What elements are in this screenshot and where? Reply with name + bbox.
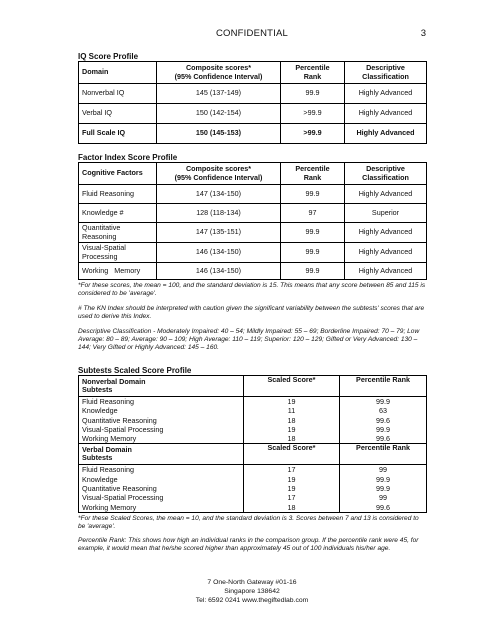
table-row — [79, 493, 427, 502]
subtest-cell: 99.9 — [340, 425, 427, 434]
subtest-cell: Quantitative Reasoning — [79, 416, 244, 425]
subtest-cell: 63 — [340, 406, 427, 415]
iq-cell: Highly Advanced — [345, 124, 427, 144]
iq-cell: 150 (142-154) — [157, 104, 281, 124]
factor-header-composite: Composite scores* (95% Confidence Interval) — [157, 163, 281, 185]
subtest-cell: Knowledge — [79, 475, 244, 484]
table-row — [79, 243, 427, 263]
subtest-cell: 11 — [244, 406, 340, 415]
factor-cell: 147 (135-151) — [157, 223, 281, 243]
subtest-cell: 99.6 — [340, 434, 427, 444]
subtests-section-title: Subtests Scaled Score Profile — [78, 366, 192, 375]
percentile-rank-note: Percentile Rank: This shows how high an individual ranks in the comparison group. If the percentile rank were 45, for example, it would mean that he/she scored higher than approximately 45 out of 100 individuals his/her age. — [78, 537, 419, 553]
factor-cell: Working Memory — [79, 263, 157, 280]
factor-cell: Visual-Spatial Processing — [79, 243, 157, 263]
page-footer — [78, 578, 426, 605]
iq-cell: >99.9 — [281, 104, 345, 124]
subtest-cell: Fluid Reasoning — [79, 397, 244, 407]
iq-header-domain: Domain — [79, 62, 157, 84]
iq-cell: 145 (137-149) — [157, 84, 281, 104]
subtest-cell: Fluid Reasoning — [79, 465, 244, 475]
table-row — [79, 484, 427, 493]
factor-header-classification: Descriptive Classification — [345, 163, 427, 185]
nonverbal-subtests-table — [78, 375, 427, 513]
subtest-cell: Visual-Spatial Processing — [79, 493, 244, 502]
iq-cell: Highly Advanced — [345, 104, 427, 124]
factor-cell: 99.9 — [281, 185, 345, 204]
factor-cell: Knowledge # — [79, 204, 157, 223]
iq-cell: 150 (145-153) — [157, 124, 281, 144]
factor-cell: 147 (134-150) — [157, 185, 281, 204]
subtest-cell: 17 — [244, 493, 340, 502]
iq-cell: Full Scale IQ — [79, 124, 157, 144]
subtest-cell: Working Memory — [79, 434, 244, 444]
factor-cell: Highly Advanced — [345, 185, 427, 204]
factor-cell: Highly Advanced — [345, 263, 427, 280]
subtest-cell: 99 — [340, 465, 427, 475]
verbal-header-row — [79, 444, 427, 465]
factor-cell: Fluid Reasoning — [79, 185, 157, 204]
factor-cell: 99.9 — [281, 243, 345, 263]
classification-note: Descriptive Classification - Moderately Impaired: 40 – 54; Mildly Impaired: 55 – 69; Borderline Impaired: 70 – 79; Low Average: 80 – 89; Average: 90 – 109; High Average: 110 – 119; Superior: 120 – 129; Gifted or Very Advanced: 130 – 144; Very Gifted or Highly Advanced: 145 – 160. — [78, 328, 420, 352]
score-note: *For these scores, the mean = 100, and the standard deviation is 15. This means that any score between 85 and 115 is considered to be 'average'. — [78, 282, 426, 298]
iq-cell: >99.9 — [281, 124, 345, 144]
subtest-cell: 18 — [244, 416, 340, 425]
page-number: 3 — [420, 28, 426, 39]
table-row — [79, 204, 427, 223]
subtest-cell: 18 — [244, 503, 340, 513]
factor-table — [78, 162, 427, 280]
factor-header-factors: Cognitive Factors — [79, 163, 157, 185]
table-row — [79, 84, 427, 104]
factor-cell: 146 (134-150) — [157, 243, 281, 263]
table-row — [79, 406, 427, 415]
verbal-header-scaled: Scaled Score* — [244, 444, 340, 465]
nonverbal-header-domain: Nonverbal Domain Subtests — [79, 376, 244, 397]
iq-section-title: IQ Score Profile — [78, 52, 139, 61]
factor-cell: 128 (118-134) — [157, 204, 281, 223]
factor-cell: Highly Advanced — [345, 243, 427, 263]
iq-cell: Verbal IQ — [79, 104, 157, 124]
table-row — [79, 425, 427, 434]
factor-cell: Highly Advanced — [345, 223, 427, 243]
subtest-cell: 17 — [244, 465, 340, 475]
factor-header-percentile: Percentile Rank — [281, 163, 345, 185]
subtest-cell: 99.9 — [340, 484, 427, 493]
table-row — [79, 416, 427, 425]
footer-contact: Tel: 6592 0241 www.thegiftedlab.com — [195, 597, 309, 604]
page-header — [78, 28, 426, 42]
footer-address: 7 One-North Gateway #01-16 — [207, 579, 297, 586]
iq-cell: Highly Advanced — [345, 84, 427, 104]
iq-header-classification: Descriptive Classification — [345, 62, 427, 84]
table-row — [79, 263, 427, 280]
scaled-score-note: *For these Scaled Scores, the mean = 10, and the standard deviation is 3. Scores between 7 and 13 is considered to be 'average'. — [78, 515, 419, 531]
factor-cell: Quantitative Reasoning — [79, 223, 157, 243]
nonverbal-header-row — [79, 376, 427, 397]
subtest-cell: 18 — [244, 434, 340, 444]
table-row — [79, 124, 427, 144]
table-row — [79, 223, 427, 243]
verbal-header-domain: Verbal Domain Subtests — [79, 444, 244, 465]
table-row — [79, 465, 427, 475]
iq-header-percentile: Percentile Rank — [281, 62, 345, 84]
subtest-cell: Quantitative Reasoning — [79, 484, 244, 493]
iq-cell: 99.9 — [281, 84, 345, 104]
table-row — [79, 503, 427, 513]
subtest-cell: 99.6 — [340, 416, 427, 425]
factor-cell: Superior — [345, 204, 427, 223]
subtest-cell: Knowledge — [79, 406, 244, 415]
table-row — [79, 397, 427, 407]
header-title: CONFIDENTIAL — [215, 28, 289, 39]
iq-table — [78, 61, 427, 144]
factor-cell: 146 (134-150) — [157, 263, 281, 280]
subtest-cell: 99.9 — [340, 475, 427, 484]
subtest-cell: 19 — [244, 484, 340, 493]
footer-city: Singapore 138642 — [224, 588, 280, 595]
subtest-cell: 19 — [244, 425, 340, 434]
subtest-cell: 99.9 — [340, 397, 427, 407]
iq-header-row — [79, 62, 427, 84]
nonverbal-header-percentile: Percentile Rank — [340, 376, 427, 397]
factor-cell: 99.9 — [281, 223, 345, 243]
verbal-header-percentile: Percentile Rank — [340, 444, 427, 465]
iq-header-composite: Composite scores* (95% Confidence Interval) — [157, 62, 281, 84]
iq-cell: Nonverbal IQ — [79, 84, 157, 104]
table-row — [79, 104, 427, 124]
subtest-cell: Visual-Spatial Processing — [79, 425, 244, 434]
kn-index-note: # The KN Index should be interpreted with caution given the significant variability between the subtests' scores that are used to derive this Index. — [78, 305, 425, 321]
table-row — [79, 185, 427, 204]
factor-header-row — [79, 163, 427, 185]
subtest-cell: 19 — [244, 475, 340, 484]
subtest-cell: Working Memory — [79, 503, 244, 513]
nonverbal-header-scaled: Scaled Score* — [244, 376, 340, 397]
factor-cell: 99.9 — [281, 263, 345, 280]
subtest-cell: 99 — [340, 493, 427, 502]
factor-section-title: Factor Index Score Profile — [78, 153, 178, 162]
factor-cell: 97 — [281, 204, 345, 223]
table-row — [79, 475, 427, 484]
subtest-cell: 99.6 — [340, 503, 427, 513]
subtest-cell: 19 — [244, 397, 340, 407]
